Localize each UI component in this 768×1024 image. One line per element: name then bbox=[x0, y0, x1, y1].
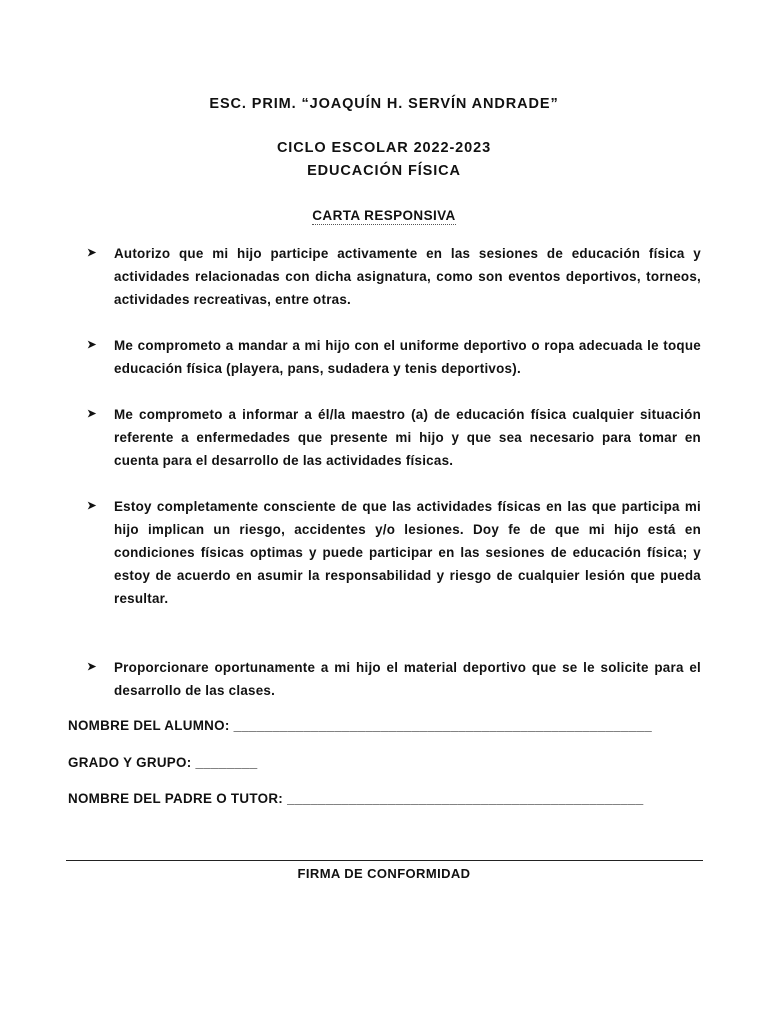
list-item-text: Estoy completamente consciente de que las actividades físicas en las que participa mi hijo implican un riesgo, accidentes y/o lesiones. Doy fe de que mi hijo está en condiciones físicas optimas y puede participar en las sesiones de educación física; y estoy de acuerdo en asumir la responsabilidad y riesgo de cualquier lesión que pueda resultar. bbox=[114, 499, 701, 606]
document-title-text: CARTA RESPONSIVA bbox=[312, 208, 456, 223]
list-item bbox=[85, 242, 701, 311]
list-item-text: Autorizo que mi hijo participe activamente en las sesiones de educación física y actividades relacionadas con dicha asignatura, como son eventos deportivos, torneos, actividades recreativas, entre otras. bbox=[114, 246, 701, 307]
school-name: ESC. PRIM. “JOAQUÍN H. SERVÍN ANDRADE” bbox=[209, 96, 559, 112]
list-item bbox=[85, 495, 701, 610]
list-item bbox=[85, 334, 701, 380]
subject-title: EDUCACIÓN FÍSICA bbox=[307, 163, 461, 179]
grade-group-field[interactable]: GRADO Y GRUPO: ________ bbox=[68, 755, 258, 770]
list-item bbox=[85, 403, 701, 472]
list-item bbox=[85, 656, 701, 702]
signature-line[interactable] bbox=[66, 860, 703, 861]
arrowhead-bullet-icon: ➤ bbox=[87, 339, 97, 351]
parent-name-field[interactable]: NOMBRE DEL PADRE O TUTOR: ______________________________________________ bbox=[68, 791, 644, 806]
signature-label: FIRMA DE CONFORMIDAD bbox=[297, 866, 471, 881]
arrowhead-bullet-icon: ➤ bbox=[87, 500, 97, 512]
arrowhead-bullet-icon: ➤ bbox=[87, 247, 97, 259]
school-year: CICLO ESCOLAR 2022-2023 bbox=[276, 140, 492, 156]
arrowhead-bullet-icon: ➤ bbox=[87, 661, 97, 673]
list-item-text: Proporcionare oportunamente a mi hijo el material deportivo que se le solicite para el desarrollo de las clases. bbox=[114, 660, 701, 698]
arrowhead-bullet-icon: ➤ bbox=[87, 408, 97, 420]
list-item-text: Me comprometo a informar a él/la maestro (a) de educación física cualquier situación referente a enfermedades que presente mi hijo y que sea necesario para tomar en cuenta para el desarrollo de las actividades físicas. bbox=[114, 407, 701, 468]
document-title bbox=[0, 208, 768, 223]
commitment-list bbox=[85, 242, 701, 725]
list-item-text: Me comprometo a mandar a mi hijo con el uniforme deportivo o ropa adecuada le toque educación física (playera, pans, sudadera y tenis deportivos). bbox=[114, 338, 701, 376]
student-name-field[interactable]: NOMBRE DEL ALUMNO: ______________________________________________________ bbox=[68, 718, 652, 733]
